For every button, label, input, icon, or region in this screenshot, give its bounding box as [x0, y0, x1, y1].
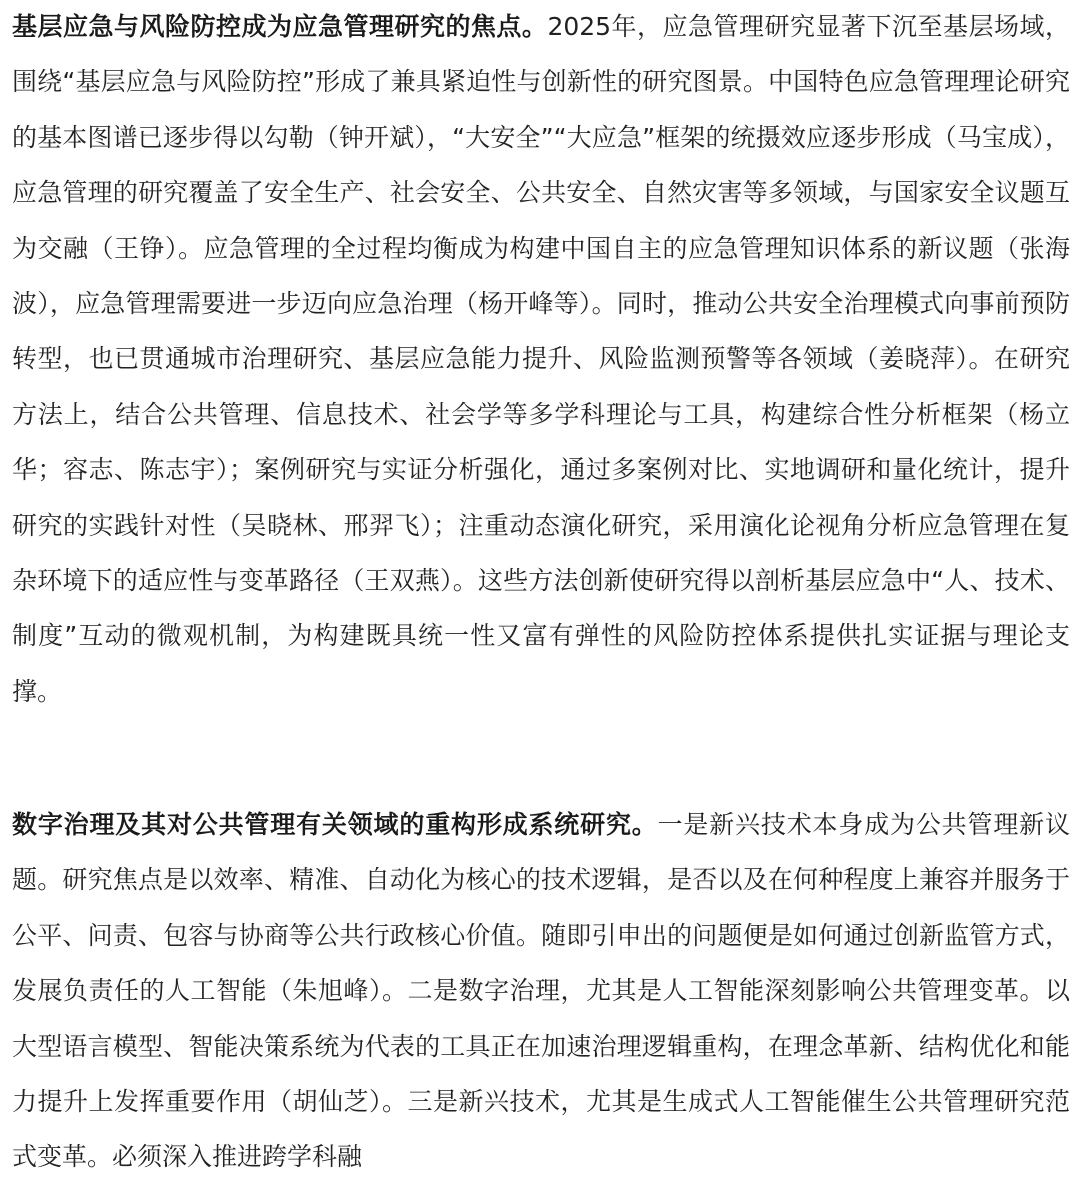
paragraph-lead: 数字治理及其对公共管理有关领域的重构形成系统研究。: [12, 810, 658, 839]
paragraph-text: 一是新兴技术本身成为公共管理新议题。研究焦点是以效率、精准、自动化为核心的技术逻辑，是否以及在何种程度上兼容并服务于公平、问责、包容与协商等公共行政核心价值。随即引申出的问题便是如何通过创新监管方式，发展负责任的人工智能（朱旭峰）。二是数字治理，尤其是人工智能深刻影响公共管理变革。以大型语言模型、智能决策系统为代表的工具正在加速治理逻辑重构，在理念革新、结构优化和能力提升上发挥重要作用（胡仙芝）。三是新兴技术，尤其是生成式人工智能催生公共管理研究范式变革。必须深入推进跨学科融: [12, 810, 1070, 1172]
paragraph-text: 2025年，应急管理研究显著下沉至基层场域，围绕“基层应急与风险防控”形成了兼具紧迫性与创新性的研究图景。中国特色应急管理理论研究的基本图谱已逐步得以勾勒（钟开斌），“大安全”“大应急”框架的统摄效应逐步形成（马宝成），应急管理的研究覆盖了安全生产、社会安全、公共安全、自然灾害等多领域，与国家安全议题互为交融（王铮）。应急管理的全过程均衡成为构建中国自主的应急管理知识体系的新议题（张海波），应急管理需要进一步迈向应急治理（杨开峰等）。同时，推动公共安全治理模式向事前预防转型，也已贯通城市治理研究、基层应急能力提升、风险监测预警等各领域（姜晓萍）。在研究方法上，结合公共管理、信息技术、社会学等多学科理论与工具，构建综合性分析框架（杨立华；容志、陈志宇）；案例研究与实证分析强化，通过多案例对比、实地调研和量化统计，提升研究的实践针对性（吴晓林、邢羿飞）；注重动态演化研究，采用演化论视角分析应急管理在复杂环境下的适应性与变革路径（王双燕）。这些方法创新使研究得以剖析基层应急中“人、技术、制度”互动的微观机制，为构建既具统一性又富有弹性的风险防控体系提供扎实证据与理论支撑。: [12, 12, 1070, 706]
paragraph-lead: 基层应急与风险防控成为应急管理研究的焦点。: [12, 12, 548, 41]
paragraph-grassroots-emergency: [12, 0, 1070, 719]
paragraph-digital-governance: [12, 797, 1070, 1185]
